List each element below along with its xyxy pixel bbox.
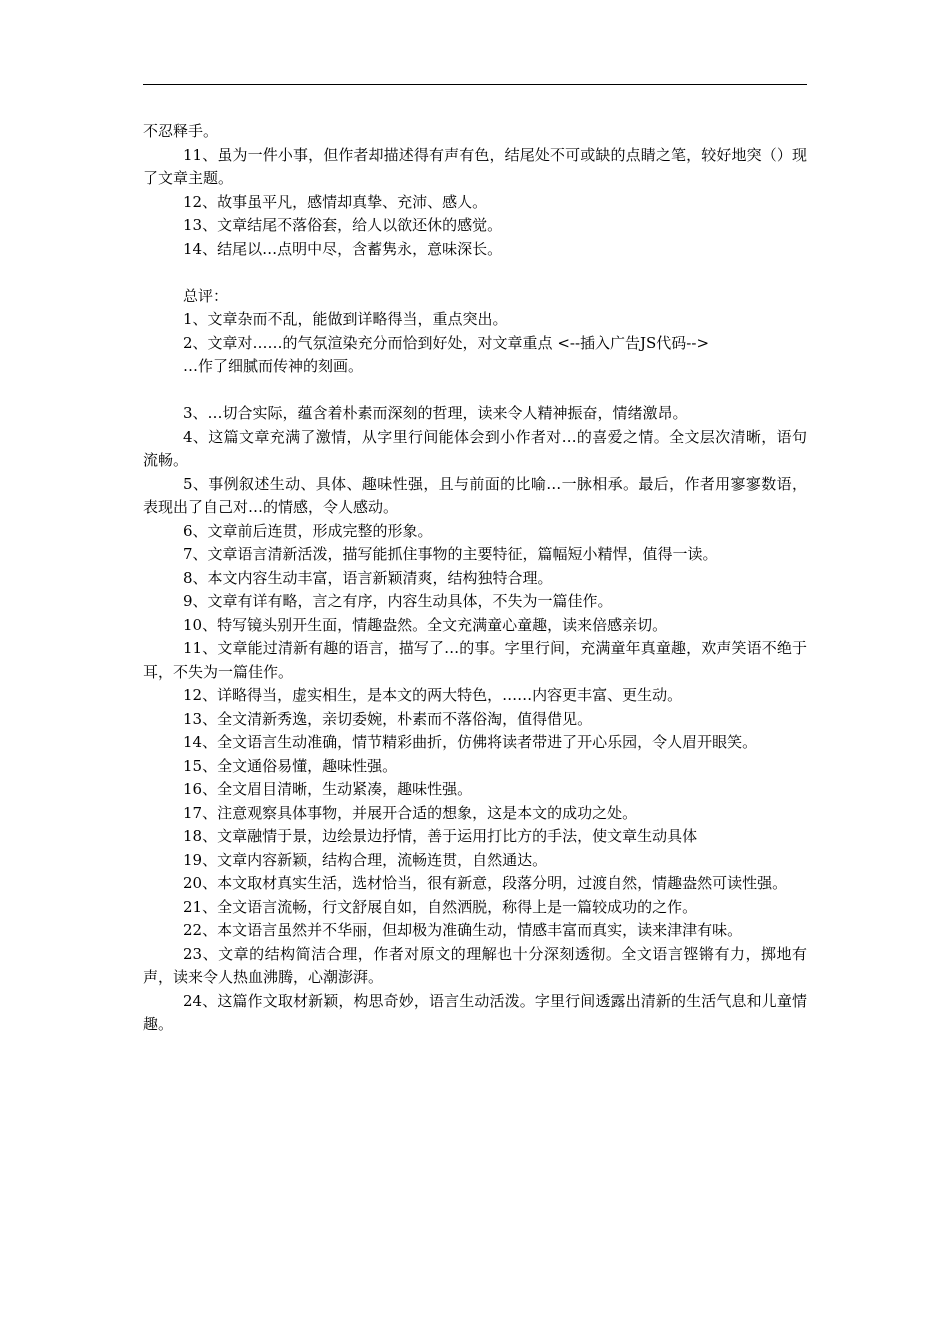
- spacer: [143, 261, 807, 285]
- list-item: 19、文章内容新颖，结构合理，流畅连贯，自然通达。: [183, 850, 548, 869]
- list-item: 11、虽为一件小事，但作者却描述得有声有色，结尾处不可或缺的点睛之笔，较好地突（）现了文章主题。: [143, 145, 807, 187]
- section1-list: [143, 144, 807, 262]
- list-item: 12、详略得当，虚实相生，是本文的两大特色，……内容更丰富、更生动。: [183, 686, 683, 704]
- summary-heading: 总评：: [183, 286, 229, 305]
- summary-list-b: [143, 402, 807, 1037]
- list-item: 24、这篇作文取材新颖，构思奇妙，语言生动活泼。字里行间透露出清新的生活气息和儿童情趣。: [143, 991, 807, 1033]
- list-item: 14、全文语言生动准确，情节精彩曲折，仿佛将读者带进了开心乐园，令人眉开眼笑。: [183, 733, 758, 751]
- list-item: 9、文章有详有略，言之有序，内容生动具体，不失为一篇佳作。: [183, 592, 613, 610]
- list-item: 20、本文取材真实生活，选材恰当，很有新意，段落分明，过渡自然，情趣盎然可读性强。: [183, 874, 788, 892]
- list-item: 3、…切合实际，蕴含着朴素而深刻的哲理，读来令人精神振奋，情绪激昂。: [183, 404, 688, 422]
- list-item: 8、本文内容生动丰富，语言新颖清爽，结构独特合理。: [183, 568, 553, 587]
- continuation-line: 不忍释手。: [143, 122, 219, 140]
- spacer: [143, 379, 807, 403]
- list-item: 1、文章杂而不乱，能做到详略得当，重点突出。: [183, 310, 508, 328]
- list-item: 13、文章结尾不落俗套，给人以欲还休的感觉。: [183, 216, 503, 234]
- list-item: 18、文章融情于景，边绘景边抒情，善于运用打比方的手法，使文章生动具体: [183, 827, 698, 845]
- list-item: …作了细腻而传神的刻画。: [183, 357, 364, 375]
- list-item: 10、特写镜头别开生面，情趣盎然。全文充满童心童趣，读来倍感亲切。: [183, 615, 668, 634]
- list-item: 15、全文通俗易懂，趣味性强。: [183, 756, 398, 775]
- list-item: 14、结尾以…点明中尽，含蓄隽永，意味深长。: [183, 239, 503, 258]
- list-item: 7、文章语言清新活泼，描写能抓住事物的主要特征，篇幅短小精悍，值得一读。: [183, 545, 718, 563]
- list-item: 11、文章能过清新有趣的语言，描写了…的事。字里行间，充满童年真童趣，欢声笑语不绝于耳，不失为一篇佳作。: [143, 639, 807, 681]
- list-item: 5、事例叙述生动、具体、趣味性强，且与前面的比喻…一脉相承。最后，作者用寥寥数语，表现出了自己对…的情感，令人感动。: [143, 474, 807, 516]
- summary-list-a: [143, 308, 807, 379]
- list-item: 13、全文清新秀逸，亲切委婉，朴素而不落俗淘，值得借见。: [183, 709, 593, 728]
- list-item: 21、全文语言流畅，行文舒展自如，自然洒脱，称得上是一篇较成功的之作。: [183, 897, 698, 916]
- list-item: 22、本文语言虽然并不华丽，但却极为准确生动，情感丰富而真实，读来津津有味。: [183, 921, 743, 939]
- list-item: 23、文章的结构简洁合理，作者对原文的理解也十分深刻透彻。全文语言铿锵有力，掷地有声，读来令人热血沸腾，心潮澎湃。: [143, 944, 807, 986]
- list-item: 12、故事虽平凡，感情却真挚、充沛、感人。: [183, 192, 488, 211]
- list-item: 4、这篇文章充满了激情，从字里行间能体会到小作者对…的喜爱之情。全文层次清晰，语句流畅。: [143, 427, 807, 469]
- list-item: 16、全文眉目清晰，生动紧凑，趣味性强。: [183, 780, 473, 798]
- list-item: 2、文章对……的气氛渲染充分而恰到好处，对文章重点 <--插入广告JS代码-->: [183, 333, 710, 352]
- list-item: 6、文章前后连贯，形成完整的形象。: [183, 521, 433, 540]
- document-body: [143, 120, 807, 1037]
- header-rule: [143, 84, 807, 85]
- list-item: 17、注意观察具体事物，并展开合适的想象，这是本文的成功之处。: [183, 803, 638, 822]
